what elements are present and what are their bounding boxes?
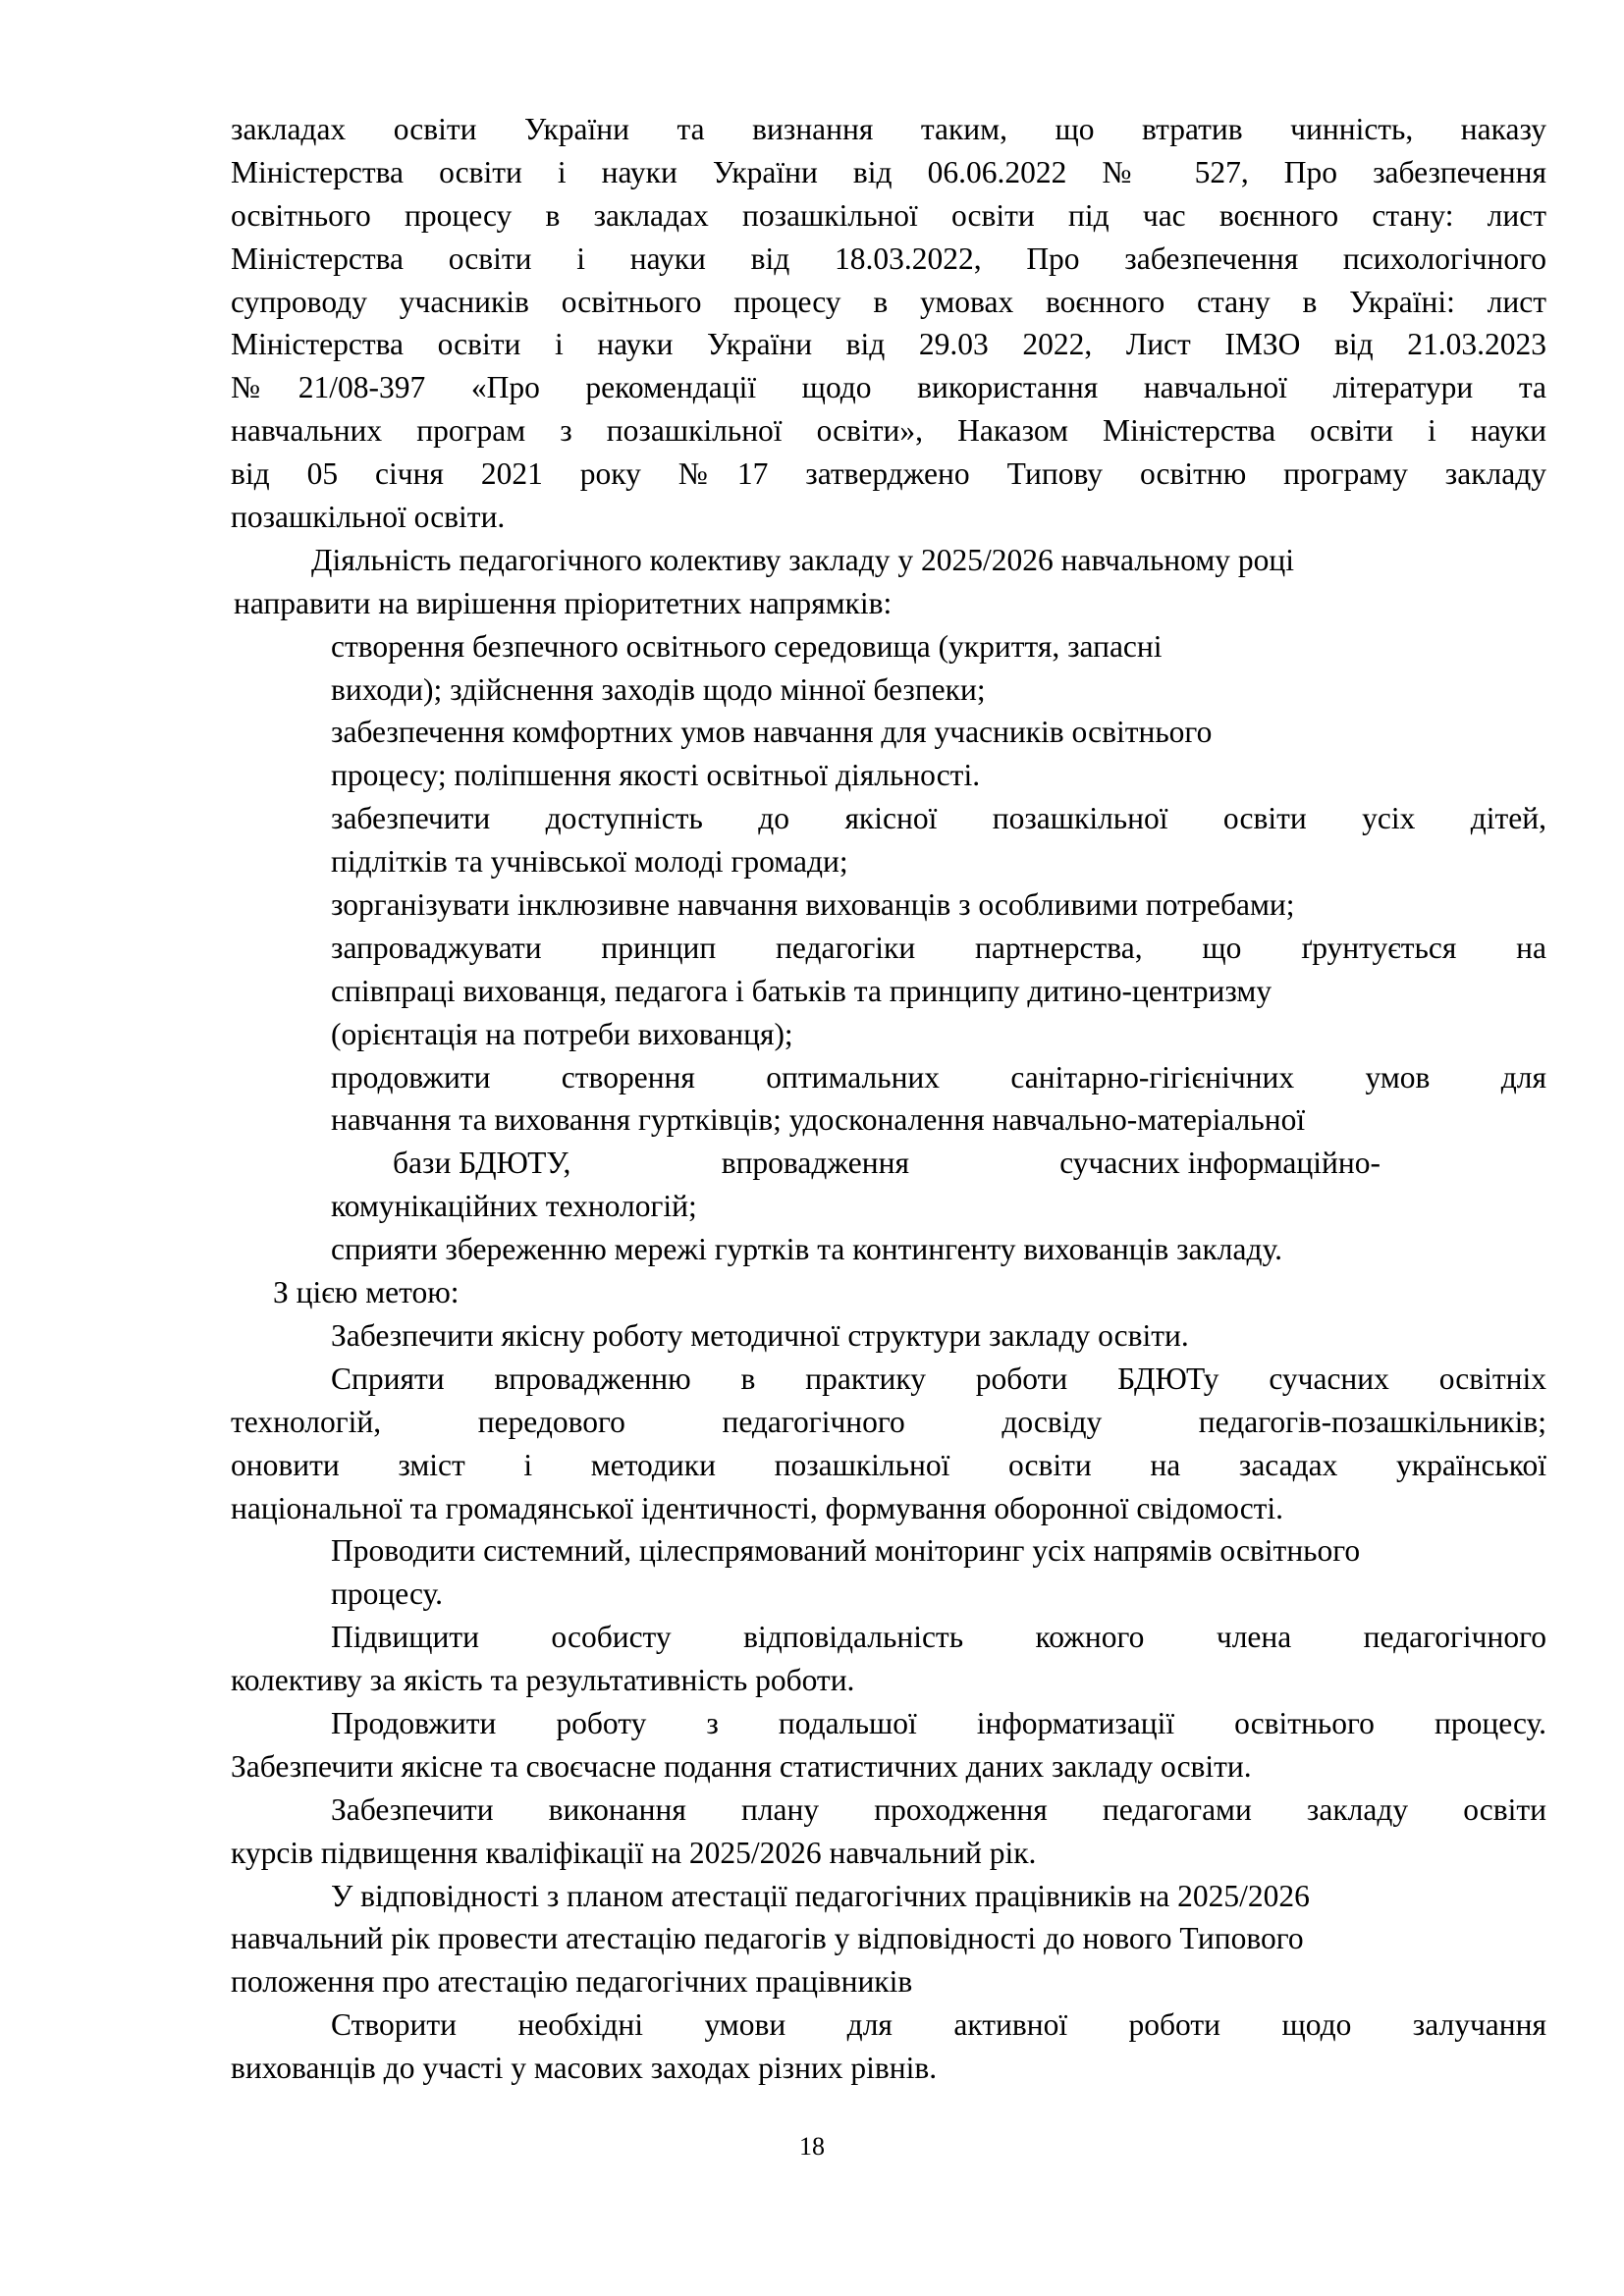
- text-line: направити на вирішення пріоритетних напрямків:: [234, 585, 893, 620]
- goal-line: курсів підвищення кваліфікації на 2025/2026 навчальний рік.: [231, 1835, 1037, 1870]
- goal-line: національної та громадянської ідентичності, формування оборонної свідомості.: [231, 1490, 1284, 1525]
- priority-item-line: зорганізувати інклюзивне навчання вихованців з особливими потребами;: [331, 887, 1295, 923]
- text-line: позашкільної освіти.: [231, 500, 506, 535]
- goal-line: У відповідності з планом атестації педагогічних працівників на 2025/2026: [331, 1878, 1310, 1913]
- text-line: Діяльність педагогічного колективу закладу у 2025/2026 навчальному році: [311, 542, 1294, 577]
- text-fragment: бази БДЮТУ,: [393, 1146, 571, 1181]
- goal-heading: З цією метою:: [273, 1275, 460, 1310]
- priority-item-line: комунікаційних технологій;: [331, 1189, 697, 1224]
- activity-paragraph: [0, 539, 1624, 625]
- page-body: [0, 108, 1624, 2090]
- priority-item-line: забезпечення комфортних умов навчання для учасників освітнього: [331, 715, 1213, 750]
- goal-line: технологій, передового педагогічного досвіду педагогів-позашкільників;: [231, 1404, 1546, 1439]
- priority-item-line: запроваджувати принцип педагогіки партнерства, що ґрунтується на: [331, 930, 1546, 965]
- text-line: Міністерства освіти і науки України від 06.06.2022 № 527, Про забезпечення: [231, 154, 1546, 189]
- goal-line: Забезпечити виконання плану проходження педагогами закладу освіти: [331, 1791, 1546, 1827]
- goal-line: положення про атестацію педагогічних працівників: [231, 1964, 913, 2000]
- goal-line: Продовжити роботу з подальшої інформатизації освітнього процесу.: [331, 1705, 1546, 1740]
- priority-item-line: навчання та виховання гуртківців; удосконалення навчально-матеріальної: [331, 1102, 1306, 1138]
- priority-item-line: забезпечити доступність до якісної позашкільної освіти усіх дітей,: [331, 801, 1546, 836]
- priority-item-line: співпраці вихованця, педагога і батьків та принципу дитино-центризму: [331, 973, 1272, 1008]
- text-fragment: сучасних інформаційно-: [1059, 1146, 1380, 1181]
- priority-item-line: виходи); здійснення заходів щодо мінної безпеки;: [331, 671, 986, 707]
- priority-item-line: сприяти збереженню мережі гуртків та контингенту вихованців закладу.: [331, 1232, 1282, 1267]
- goal-line: Створити необхідні умови для активної роботи щодо залучання: [331, 2007, 1546, 2043]
- text-line: навчальних програм з позашкільної освіти», Наказом Міністерства освіти і науки: [231, 413, 1546, 449]
- goal-line: вихованців до участі у масових заходах різних рівнів.: [231, 2051, 938, 2086]
- text-line: закладах освіти України та визнання таким, що втратив чинність, наказу: [231, 112, 1546, 146]
- page-number: 18: [799, 2132, 825, 2161]
- intro-paragraph: [0, 108, 1624, 539]
- text-line: супроводу учасників освітнього процесу в умовах воєнного стану в Україні: лист: [231, 284, 1546, 319]
- goal-line: колективу за якість та результативність роботи.: [231, 1663, 855, 1698]
- text-line: від 05 січня 2021 року №17 затверджено Типову освітню програму закладу: [231, 456, 1546, 492]
- text-line: Міністерства освіти і науки України від 29.03 2022, Лист ІМЗО від 21.03.2023: [231, 327, 1546, 362]
- goal-line: процесу.: [331, 1576, 444, 1612]
- goal-line: Проводити системний, цілеспрямований моніторинг усіх напрямів освітнього: [331, 1533, 1361, 1569]
- priority-item-line: [0, 1142, 1624, 1185]
- priorities-list: [0, 625, 1624, 1271]
- goal-line: навчальний рік провести атестацію педагогів у відповідності до нового Типового: [231, 1921, 1304, 1956]
- text-line: освітнього процесу в закладах позашкільної освіти під час воєнного стану: лист: [231, 197, 1546, 233]
- text-line: №21/08-397 «Про рекомендації щодо використання навчальної літератури та: [231, 370, 1546, 405]
- goal-line: Забезпечити якісну роботу методичної структури закладу освіти.: [331, 1317, 1189, 1353]
- goal-line: оновити зміст і методики позашкільної освіти на засадах української: [231, 1447, 1546, 1482]
- goals-list: [0, 1314, 1624, 2090]
- priority-item-line: підлітків та учнівської молоді громади;: [331, 844, 848, 880]
- text-fragment: впровадження: [721, 1146, 909, 1181]
- priority-item-line: процесу; поліпшення якості освітньої діяльності.: [331, 758, 981, 793]
- goal-line: Підвищити особисту відповідальність кожного члена педагогічного: [331, 1620, 1546, 1655]
- priority-item-line: (орієнтація на потреби вихованця);: [331, 1016, 793, 1051]
- priority-item-line: створення безпечного освітнього середовища (укриття, запасні: [331, 628, 1163, 664]
- priority-item-line: продовжити створення оптимальних санітарно-гігієнічних умов для: [331, 1059, 1546, 1095]
- goal-line: Забезпечити якісне та своєчасне подання статистичних даних закладу освіти.: [231, 1748, 1252, 1784]
- text-line: Міністерства освіти і науки від 18.03.2022, Про забезпечення психологічного: [231, 240, 1546, 276]
- goal-line: Сприяти впровадженню в практику роботи БДЮТу сучасних освітніх: [331, 1361, 1546, 1396]
